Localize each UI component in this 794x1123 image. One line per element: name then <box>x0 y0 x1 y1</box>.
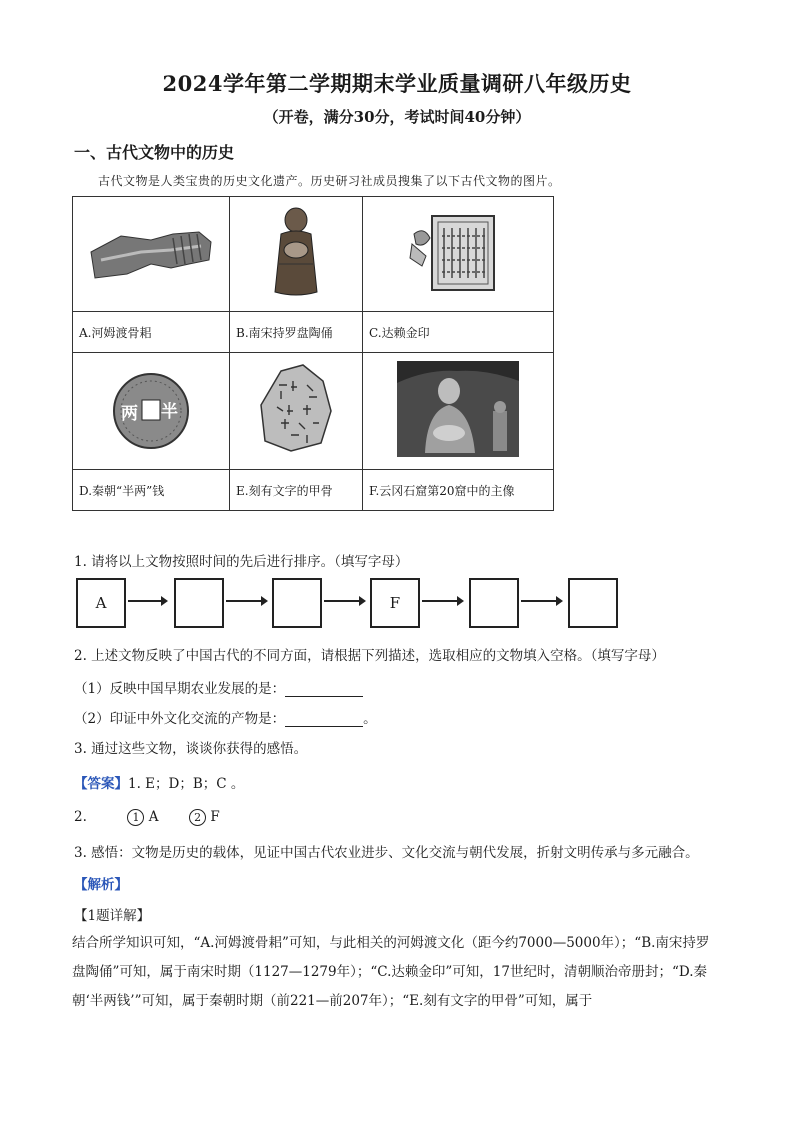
sequence-box[interactable]: F <box>370 578 420 628</box>
arrow-icon <box>128 600 166 602</box>
circled-number: 1 <box>127 809 144 826</box>
sequence-box[interactable] <box>469 578 519 628</box>
circled-number: 2 <box>189 809 206 826</box>
arrow-icon <box>324 600 364 602</box>
question-2-2-end: 。 <box>363 711 377 727</box>
artifact-caption: C.达赖金印 <box>363 312 554 353</box>
question-2: 2. 上述文物反映了中国古代的不同方面，请根据下列描述，选取相应的文物填入空格。（填写字母） <box>74 648 665 664</box>
question-2-1 <box>74 677 363 697</box>
arrow-icon <box>521 600 561 602</box>
analysis-text: 结合所学知识可知，“A.河姆渡骨耜”可知，与此相关的河姆渡文化（距今约7000—5000年）；“B.南宋持罗盘陶俑”可知，属于南宋时期（1127—1279年）；“C.达赖金印”可知，17世纪时，清朝顺治帝册封；“D.秦朝‘半两钱’”可知，属于秦朝时期（前221—前207年）；“E.刻有文字的甲骨”可知，属于 <box>72 935 710 1009</box>
answer-blank[interactable] <box>285 682 363 697</box>
question-2-2-text: （2）印证中外文化交流的产物是： <box>74 711 286 727</box>
question-3: 3. 通过这些文物，谈谈你获得的感悟。 <box>74 741 308 757</box>
bone-spade-image <box>81 212 221 292</box>
section-intro: 古代文物是人类宝贵的历史文化遗产。历史研习社成员搜集了以下古代文物的图片。 <box>98 174 561 188</box>
buddha-statue-image <box>397 361 519 457</box>
artifact-caption: F.云冈石窟第20窟中的主像 <box>363 470 554 511</box>
answer-2-2: F <box>210 809 220 825</box>
artifact-image-cell <box>73 197 230 312</box>
analysis-heading: 【解析】 <box>74 877 128 893</box>
answer-2-number: 2. <box>74 809 87 825</box>
answer-label: 【答案】 <box>74 776 128 792</box>
artifact-image-cell <box>73 353 230 470</box>
answer-line-2 <box>74 809 220 826</box>
arrow-icon <box>422 600 462 602</box>
sequence-flow <box>76 578 636 630</box>
oracle-bone-image <box>251 361 341 457</box>
coin-character: 半 <box>161 402 178 422</box>
artifact-table <box>72 196 554 511</box>
answer-3: 3. 感悟：文物是历史的载体，见证中国古代农业进步、文化交流与朝代发展，折射文明传承与多元融合。 <box>74 845 699 861</box>
answer-2-1: A <box>148 809 159 825</box>
artifact-caption: E.刻有文字的甲骨 <box>230 470 363 511</box>
coin-character: 两 <box>121 404 138 424</box>
question-1: 1. 请将以上文物按照时间的先后进行排序。（填写字母） <box>74 554 409 570</box>
sequence-box[interactable]: A <box>76 578 126 628</box>
sequence-box[interactable] <box>272 578 322 628</box>
artifact-image-cell <box>363 197 554 312</box>
artifact-image-cell <box>230 353 363 470</box>
answer-1: 1. E；D；B；C 。 <box>128 776 245 792</box>
artifact-caption: B.南宋持罗盘陶俑 <box>230 312 363 353</box>
artifact-caption: D.秦朝“半两”钱 <box>73 470 230 511</box>
banliang-coin-image <box>111 371 191 451</box>
sequence-box[interactable] <box>174 578 224 628</box>
arrow-icon <box>226 600 266 602</box>
question-2-2 <box>74 707 377 727</box>
exam-info: （开卷，满分30分，考试时间40分钟） <box>263 108 531 126</box>
page-title: 2024学年第二学期期末学业质量调研八年级历史 <box>162 71 632 96</box>
answer-line-1 <box>74 772 244 792</box>
artifact-caption: A.河姆渡骨耜 <box>73 312 230 353</box>
pottery-figurine-image <box>261 204 331 300</box>
golden-seal-image <box>398 204 518 300</box>
analysis-sub-label: 【1题详解】 <box>74 908 151 924</box>
artifact-image-cell <box>363 353 554 470</box>
analysis-label <box>74 873 128 893</box>
sequence-box[interactable] <box>568 578 618 628</box>
answer-blank[interactable] <box>285 712 363 727</box>
section-heading: 一、古代文物中的历史 <box>74 143 235 162</box>
question-2-1-text: （1）反映中国早期农业发展的是： <box>74 681 286 697</box>
artifact-image-cell <box>230 197 363 312</box>
